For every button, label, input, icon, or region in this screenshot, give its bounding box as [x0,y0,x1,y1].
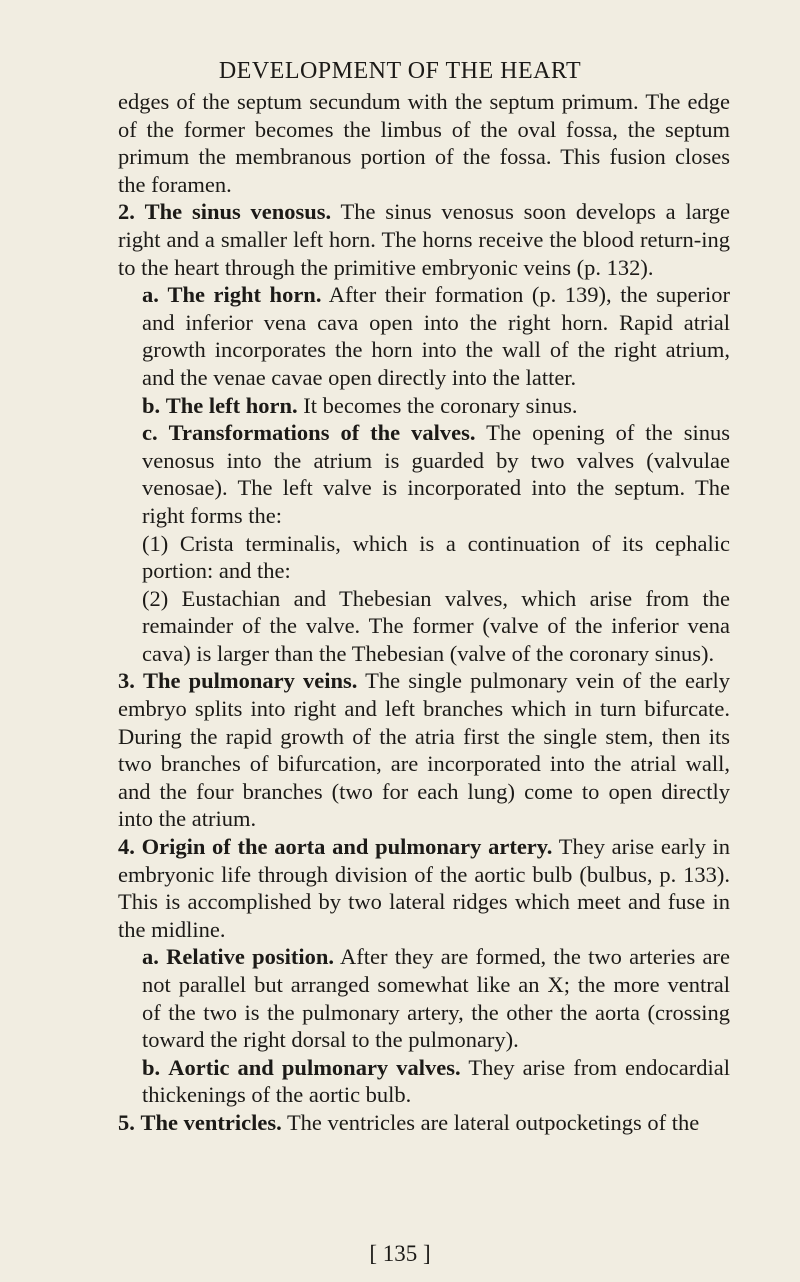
section-text: After they are formed, the two arteries are not parallel but arranged somewhat like an X; the more ventral of the two is the pulmonary artery, the other the aorta (crossing toward the right dorsal to the pulmonary). [142,944,730,1053]
section-heading: Aortic and pulmonary valves. [168,1054,461,1080]
section-text: They arise early in embryonic life through division of the aortic bulb (bulbus, p. 133). This is accomplished by two lateral ridges which meet and fuse in the midline. [118,834,731,942]
section-number: a. [142,282,159,308]
section-heading: The right horn. [167,282,322,308]
section-heading: The left horn. [165,392,298,418]
section-number: b. [142,1054,161,1080]
paragraph-continuation [118,88,730,198]
section-text: After their formation (p. 139), the superior and inferior vena cava open into the right horn. Rapid atrial growth incorporates the horn into the wall of the right atrium, and the venae cavae open directly into the latter. [142,282,731,390]
section-text: The sinus venosus soon develops a large right and a smaller left horn. The horns receive the blood return-ing to the heart through the primitive embryonic veins (p. 132). [118,199,731,280]
section-heading: Transformations of the valves. [168,420,476,446]
section-text: It becomes the coronary sinus. [303,392,578,418]
section-heading: Relative position. [166,944,335,970]
section-2c-2 [118,585,730,668]
section-number: b. [142,392,161,418]
section-heading: The ventricles. [140,1109,282,1135]
section-number: 3. [118,668,135,694]
section-5 [118,1109,730,1137]
section-4 [118,833,730,943]
page-number: [ 135 ] [369,1241,431,1266]
section-number: 5. [118,1109,135,1135]
section-number: c. [142,420,158,446]
section-text: Crista terminalis, which is a continuation of its cephalic portion: and the: [142,530,730,584]
section-heading: Origin of the aorta and pulmonary artery. [141,834,553,860]
section-4b [118,1054,730,1109]
section-3 [118,667,730,833]
section-text: They arise from endocardial thickenings of the aortic bulb. [142,1054,731,1108]
item-number: (1) [142,530,169,556]
section-4a [118,943,730,1053]
running-header: DEVELOPMENT OF THE HEART [218,58,582,84]
page-body [118,88,730,1137]
section-text: Eustachian and Thebesian valves, which arise from the remainder of the valve. The former (valve of the inferior vena cava) is larger than the Thebesian (valve of the coronary sinus). [142,585,731,666]
item-number: (2) [142,585,169,611]
section-2b [118,392,730,420]
section-heading: The sinus venosus. [144,199,332,225]
section-text: The single pulmonary vein of the early embryo splits into right and left branches which in turn bifurcate. During the rapid growth of the atria first the single stem, then its two branches of bifurcation, are incorporated into the atrial wall, and the four branches (two for each lung) come to open directly into the atrium. [118,668,730,832]
paragraph-text: edges of the septum secundum with the septum primum. The edge of the former becomes the limbus of the oval fossa, the septum primum the membranous portion of the fossa. This fusion closes the foramen. [118,89,730,197]
section-number: 4. [118,834,135,860]
section-text: The ventricles are lateral outpocketings of the [286,1109,700,1135]
section-2a [118,281,730,391]
section-text: The opening of the sinus venosus into the atrium is guarded by two valves (valvulae venosae). The left valve is incorporated into the septum. The right forms the: [142,420,731,528]
section-heading: The pulmonary veins. [143,668,358,694]
section-2c-1 [118,530,730,585]
section-2 [118,198,730,281]
section-number: 2. [118,199,135,225]
section-number: a. [142,944,159,970]
section-2c [118,419,730,529]
